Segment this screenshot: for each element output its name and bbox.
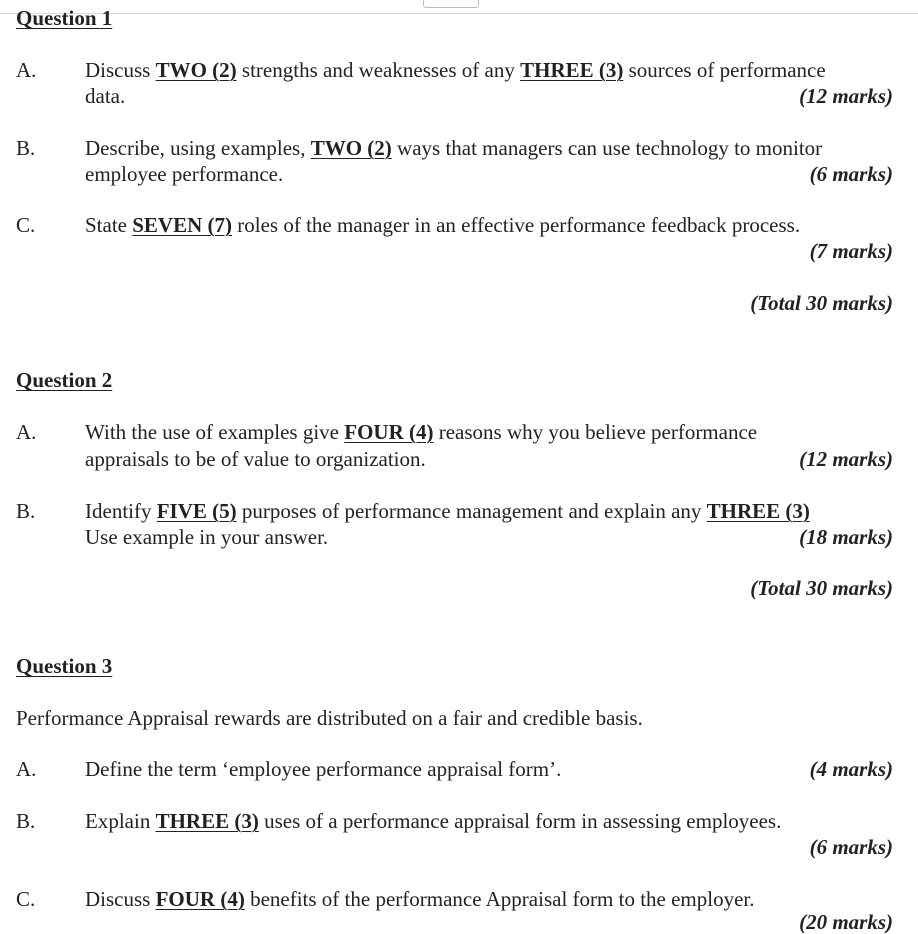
q1-a-text-1: Discuss xyxy=(85,58,156,82)
q2-b-line2: Use example in your answer. xyxy=(85,525,329,549)
q1-c-line1 xyxy=(85,215,800,236)
q1-b-keyword-1: TWO (2) xyxy=(310,136,392,160)
q1-b-text-1: Describe, using examples, xyxy=(85,136,311,160)
q2-a-text-2: reasons why you believe performance xyxy=(433,420,758,444)
q3-b-text-1: Explain xyxy=(85,809,156,833)
q1-c-letter: C. xyxy=(16,213,36,237)
q1-c-marks: (7 marks) xyxy=(809,239,893,263)
q1-a-letter: A. xyxy=(16,58,37,82)
q3-b-letter: B. xyxy=(16,809,36,833)
question-1-heading: Question 1 xyxy=(16,6,113,30)
q3-b-text-2: uses of a performance appraisal form in assessing employees. xyxy=(258,809,782,833)
q3-c-letter: C. xyxy=(16,887,36,911)
q3-b-line1 xyxy=(85,811,781,832)
q1-b-line2: employee performance. xyxy=(85,162,284,186)
viewer-page-tab[interactable] xyxy=(423,0,479,8)
viewer-top-bar xyxy=(0,0,918,14)
q2-a-text-1: With the use of examples give xyxy=(85,420,345,444)
q1-c-text-1: State xyxy=(85,213,133,237)
question-2-heading: Question 2 xyxy=(16,368,113,392)
q2-b-text-1: Identify xyxy=(85,499,157,523)
q1-a-marks: (12 marks) xyxy=(799,84,893,108)
q2-b-line1 xyxy=(85,501,810,522)
q2-a-line1 xyxy=(85,422,757,443)
q1-b-text-2: ways that managers can use technology to monitor xyxy=(391,136,823,160)
q1-c-text-2: roles of the manager in an effective performance feedback process. xyxy=(232,213,801,237)
q2-a-letter: A. xyxy=(16,420,37,444)
q2-total-marks: (Total 30 marks) xyxy=(750,576,893,600)
q1-b-line1 xyxy=(85,138,822,159)
q2-b-keyword-1: FIVE (5) xyxy=(156,499,237,523)
q2-b-text-2: purposes of performance management and explain any xyxy=(236,499,707,523)
q1-a-keyword-2: THREE (3) xyxy=(520,58,624,82)
q1-c-keyword-1: SEVEN (7) xyxy=(132,213,233,237)
q3-intro: Performance Appraisal rewards are distributed on a fair and credible basis. xyxy=(16,706,643,730)
q1-a-line2: data. xyxy=(85,84,126,108)
q3-b-keyword-1: THREE (3) xyxy=(155,809,259,833)
q1-a-text-2: strengths and weaknesses of any xyxy=(236,58,521,82)
q3-c-marks-partial: (20 marks) xyxy=(799,910,893,934)
q2-a-keyword-1: FOUR (4) xyxy=(344,420,434,444)
q3-c-text-2: benefits of the performance Appraisal form to the employer. xyxy=(244,887,755,911)
q1-b-letter: B. xyxy=(16,136,36,160)
q3-a-letter: A. xyxy=(16,757,37,781)
q2-b-letter: B. xyxy=(16,499,36,523)
q3-c-keyword-1: FOUR (4) xyxy=(155,887,245,911)
q1-a-text-3: sources of performance xyxy=(623,58,826,82)
q3-b-marks: (6 marks) xyxy=(809,835,893,859)
q1-a-line1 xyxy=(85,60,826,81)
q2-b-marks: (18 marks) xyxy=(799,525,893,549)
q3-c-line1 xyxy=(85,889,755,910)
q3-a-marks: (4 marks) xyxy=(809,757,893,781)
q2-b-keyword-2: THREE (3) xyxy=(706,499,810,523)
q1-total-marks: (Total 30 marks) xyxy=(750,291,893,315)
q2-a-marks: (12 marks) xyxy=(799,447,893,471)
q3-a-line1: Define the term ‘employee performance appraisal form’. xyxy=(85,757,562,781)
q3-c-text-1: Discuss xyxy=(85,887,156,911)
q1-a-keyword-1: TWO (2) xyxy=(155,58,237,82)
q1-b-marks: (6 marks) xyxy=(809,162,893,186)
q2-a-line2: appraisals to be of value to organization. xyxy=(85,447,426,471)
question-3-heading: Question 3 xyxy=(16,654,113,678)
